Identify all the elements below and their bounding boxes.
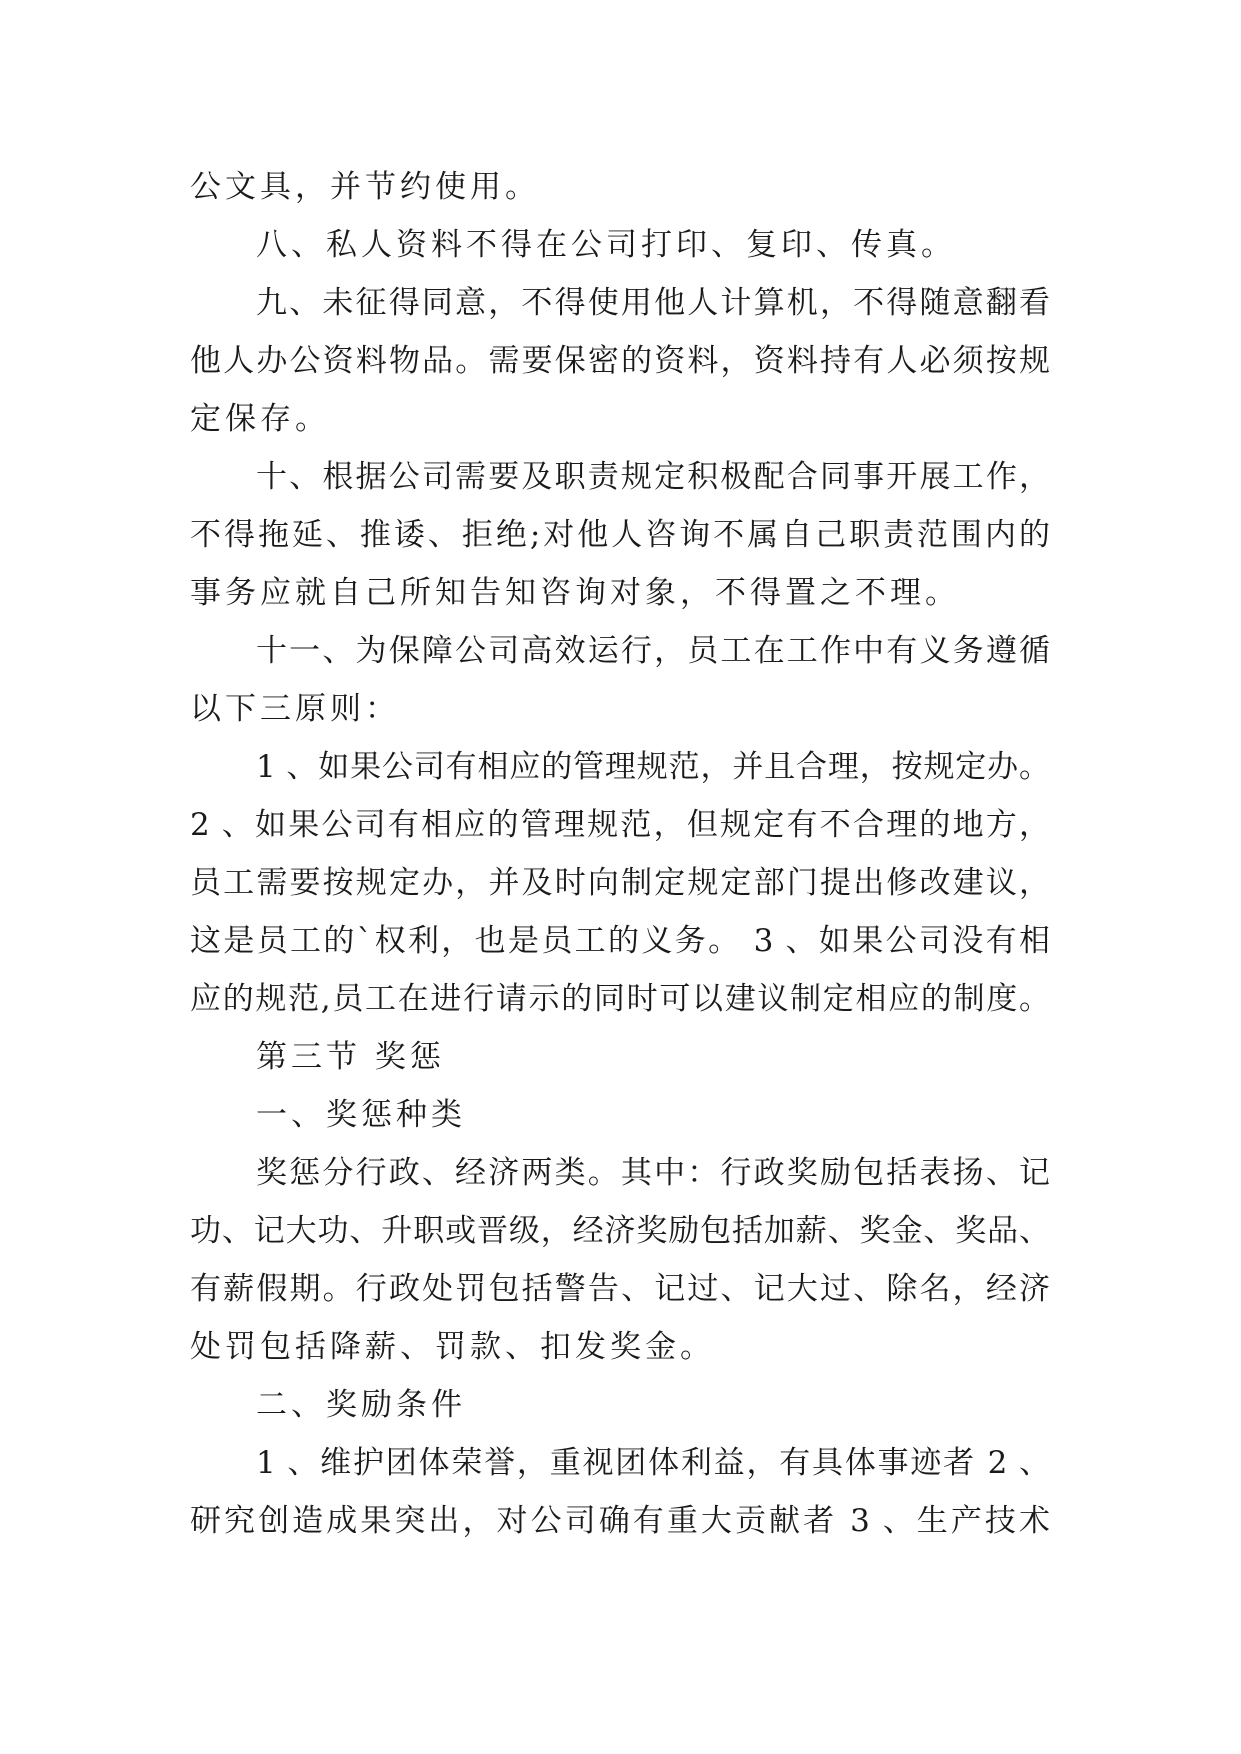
paragraph-line-19: 功、记大功、升职或晋级，经济奖励包括加薪、奖金、奖品、	[190, 1213, 1050, 1249]
paragraph-line-10: 以下三原则：	[190, 691, 400, 727]
paragraph-line-24: 研究创造成果突出，对公司确有重大贡献者 3 、生产技术	[190, 1503, 1050, 1539]
document-body	[190, 158, 1050, 1550]
paragraph-line-15: 应的规范,员工在进行请示的同时可以建议制定相应的制度。	[190, 981, 1050, 1017]
paragraph-line-1: 公文具，并节约使用。	[190, 169, 540, 205]
paragraph-line-9: 十一、为保障公司高效运行，员工在工作中有义务遵循	[256, 633, 1050, 669]
paragraph-line-18: 奖惩分行政、经济两类。其中：行政奖励包括表扬、记	[256, 1155, 1050, 1191]
subheading-reward-types: 一、奖惩种类	[256, 1097, 466, 1133]
paragraph-line-21: 处罚包括降薪、罚款、扣发奖金。	[190, 1329, 715, 1365]
paragraph-line-3: 九、未征得同意，不得使用他人计算机，不得随意翻看	[256, 285, 1050, 321]
paragraph-line-11: 1 、如果公司有相应的管理规范，并且合理，按规定办。	[256, 749, 1050, 785]
paragraph-line-6: 十、根据公司需要及职责规定积极配合同事开展工作，	[256, 459, 1050, 495]
section-heading: 第三节 奖惩	[256, 1039, 445, 1075]
paragraph-line-14: 这是员工的`权利，也是员工的义务。 3 、如果公司没有相	[190, 923, 1050, 959]
paragraph-line-4: 他人办公资料物品。需要保密的资料，资料持有人必须按规	[190, 343, 1050, 379]
paragraph-line-13: 员工需要按规定办，并及时向制定规定部门提出修改建议，	[190, 865, 1050, 901]
paragraph-line-2: 八、私人资料不得在公司打印、复印、传真。	[256, 227, 956, 263]
paragraph-line-5: 定保存。	[190, 401, 330, 437]
paragraph-line-20: 有薪假期。行政处罚包括警告、记过、记大过、除名，经济	[190, 1271, 1050, 1307]
subheading-reward-conditions: 二、奖励条件	[256, 1387, 466, 1423]
paragraph-line-23: 1 、维护团体荣誉，重视团体利益，有具体事迹者 2 、	[256, 1445, 1050, 1481]
paragraph-line-12: 2 、如果公司有相应的管理规范，但规定有不合理的地方，	[190, 807, 1050, 843]
paragraph-line-8: 事务应就自己所知告知咨询对象，不得置之不理。	[190, 575, 960, 611]
paragraph-line-7: 不得拖延、推诿、拒绝;对他人咨询不属自己职责范围内的	[190, 517, 1050, 553]
